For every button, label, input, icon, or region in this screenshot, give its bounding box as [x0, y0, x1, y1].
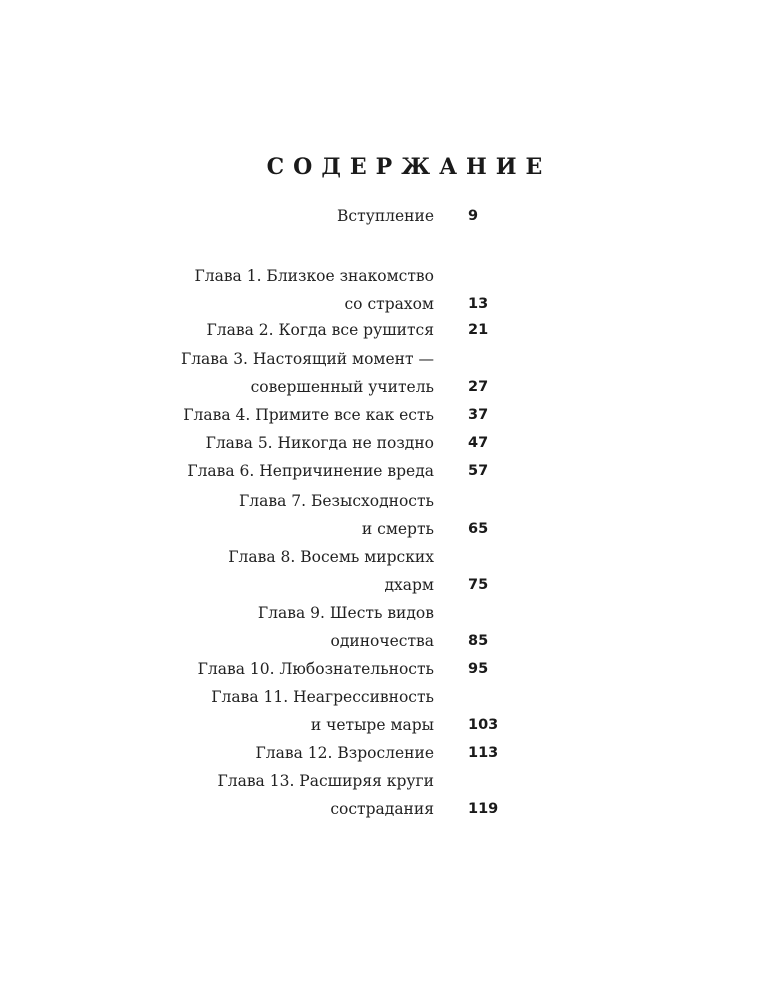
toc-entry-title-line: совершенный учитель [250, 378, 434, 396]
toc-entry-page-number: 119 [468, 801, 499, 817]
toc-entry-page-number: 57 [468, 463, 489, 479]
toc-entry-title-line: Глава 7. Безысходность [239, 492, 434, 510]
toc-entry-title-line: Глава 1. Близкое знакомство [194, 267, 434, 285]
toc-entry-title [206, 429, 434, 457]
toc-entry-page-number: 103 [468, 717, 499, 733]
toc-entry-title-line: и четыре мары [310, 716, 434, 734]
toc-entry-title [239, 487, 434, 543]
toc-entry-title-line: Глава 5. Никогда не поздно [205, 434, 434, 452]
toc-entry-page-number: 113 [468, 745, 499, 761]
toc-entry-page-number: 47 [468, 435, 489, 451]
toc-entry-page-number: 95 [468, 661, 489, 677]
toc-title: СОДЕРЖАНИЕ [266, 154, 552, 180]
toc-entry-title-line: Глава 3. Настоящий момент — [180, 350, 434, 368]
toc-entry-title [258, 599, 434, 655]
toc-entry-title-line: одиночества [330, 632, 434, 650]
toc-entry-title-line: со страхом [344, 295, 434, 313]
toc-entry-title [187, 457, 434, 485]
toc-entry-title [217, 767, 434, 823]
toc-entry-title-line: Глава 13. Расширяя круги [217, 772, 434, 790]
toc-entry-title-line: Глава 11. Неагрессивность [211, 688, 434, 706]
toc-entry-title-line: и смерть [361, 520, 434, 538]
toc-entry-title-line: Глава 2. Когда все рушится [206, 321, 434, 339]
toc-entry-title [256, 739, 434, 767]
toc-entry-title [198, 655, 434, 683]
toc-entry-title-line: дхарм [384, 576, 434, 594]
toc-entry-title [207, 316, 434, 344]
toc-entry-page-number: 27 [468, 379, 489, 395]
toc-entry-title-line: Вступление [337, 207, 434, 225]
toc-entry-title [337, 202, 434, 230]
toc-entry-page-number: 13 [468, 296, 489, 312]
toc-entry-title [181, 345, 434, 401]
toc-entry-title [228, 543, 434, 599]
toc-entry-title-line: Глава 4. Примите все как есть [183, 406, 434, 424]
toc-entry-page-number: 75 [468, 577, 489, 593]
toc-entry-title-line: Глава 10. Любознательность [197, 660, 434, 678]
toc-entry-title-line: Глава 6. Непричинение вреда [187, 462, 434, 480]
toc-entry-page-number: 21 [468, 322, 489, 338]
toc-entry-title-line: Глава 12. Взросление [255, 744, 434, 762]
toc-entry-title [183, 401, 434, 429]
toc-entry-title-line: Глава 9. Шесть видов [257, 604, 434, 622]
toc-entry-page-number: 9 [468, 208, 479, 224]
toc-entry-title [194, 262, 434, 318]
toc-entry-page-number: 85 [468, 633, 489, 649]
toc-entry-title-line: сострадания [330, 800, 434, 818]
toc-entry-page-number: 37 [468, 407, 489, 423]
toc-entry-page-number: 65 [468, 521, 489, 537]
toc-entry-title-line: Глава 8. Восемь мирских [228, 548, 434, 566]
toc-entry-title [211, 683, 434, 739]
